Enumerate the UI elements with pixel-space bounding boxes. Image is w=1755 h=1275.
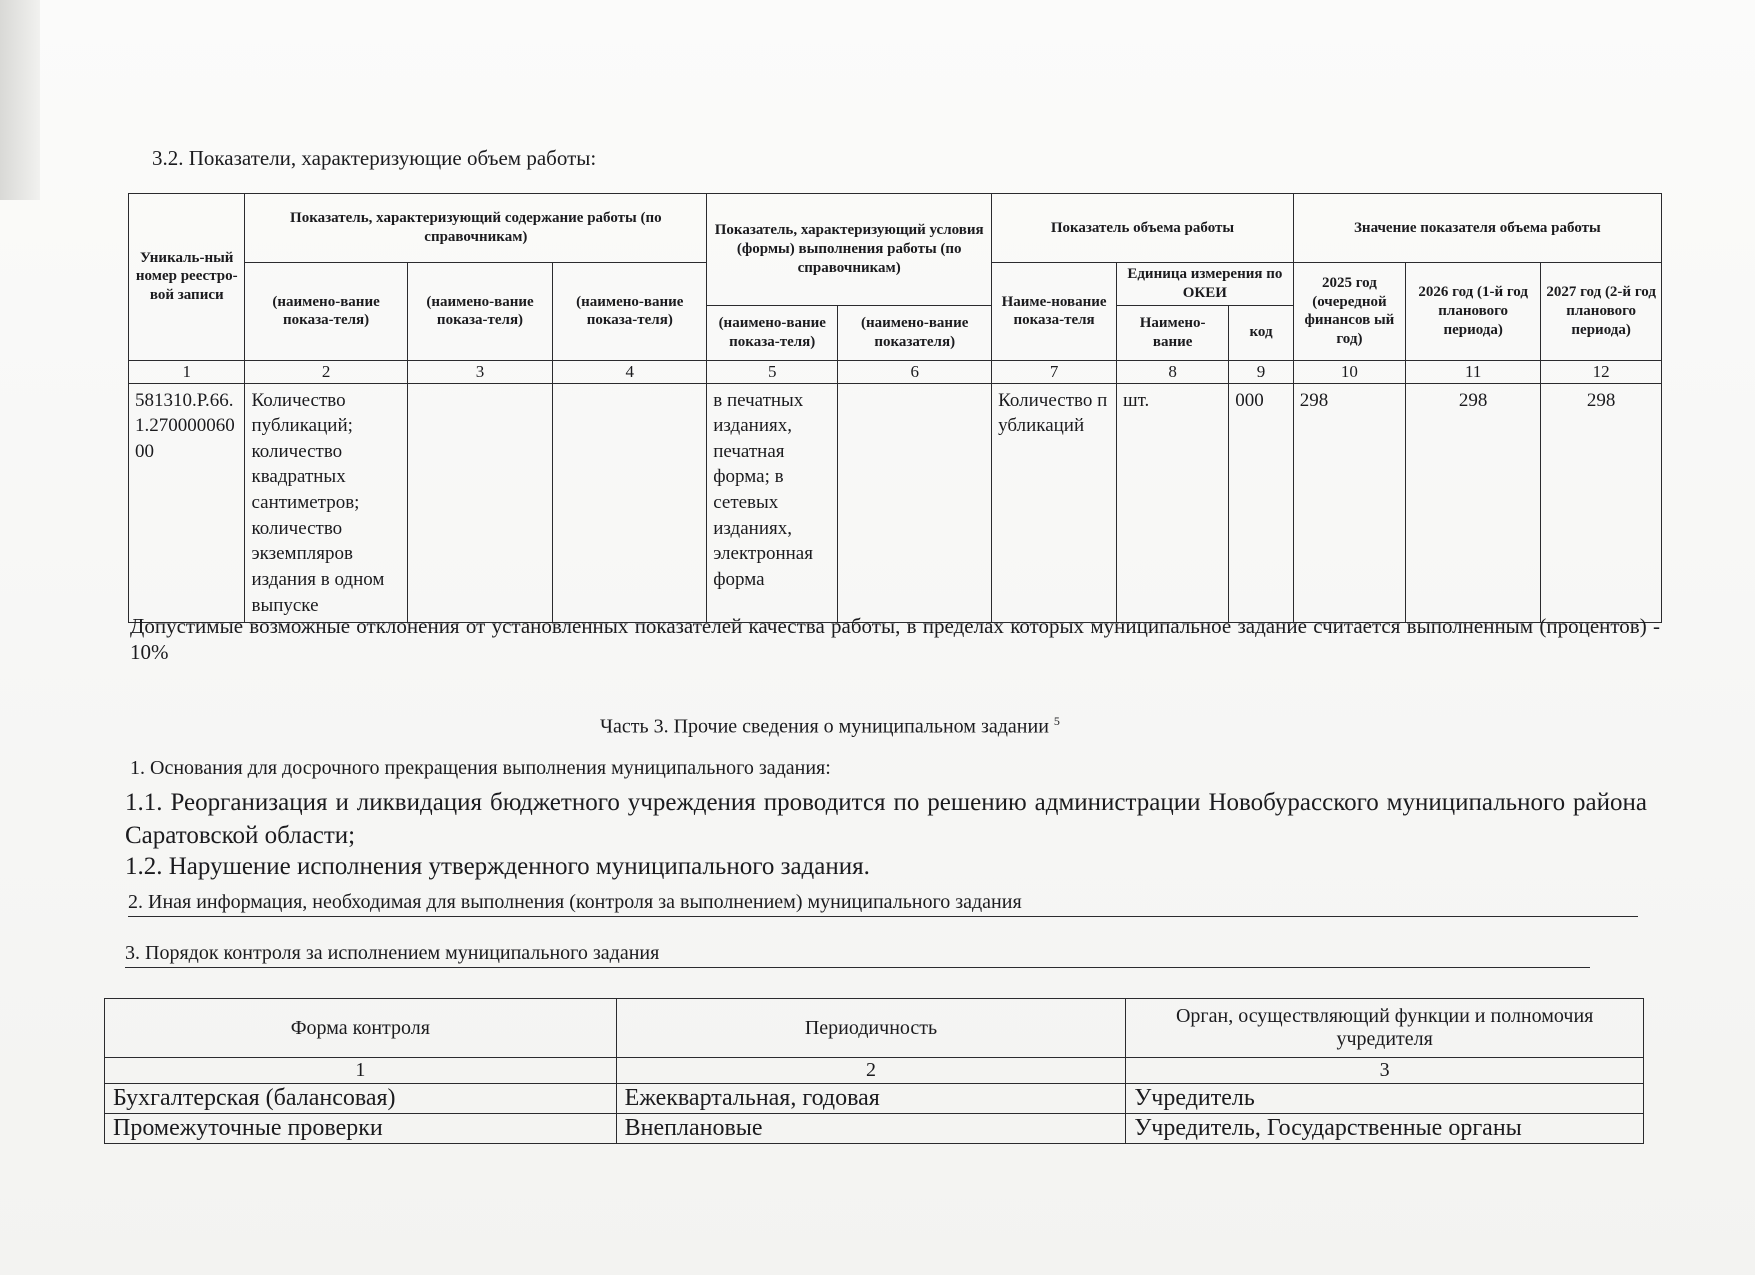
column-number: 2 xyxy=(616,1058,1126,1084)
control-form-cell: Промежуточные проверки xyxy=(105,1114,617,1144)
control-table xyxy=(104,998,1644,1144)
header-periodicity: Периодичность xyxy=(616,999,1126,1058)
unit-code-cell: 000 xyxy=(1229,383,1293,623)
column-number: 10 xyxy=(1293,360,1405,383)
volume-name-cell: Количество публикаций xyxy=(992,383,1117,623)
value-2025-cell: 298 xyxy=(1293,383,1405,623)
ground-1-2: 1.2. Нарушение исполнения утвержденного муниципального задания. xyxy=(125,853,870,880)
column-numbers-row xyxy=(129,360,1662,383)
header-volume-indicator: Показатель объема работы xyxy=(992,194,1294,263)
column-number: 7 xyxy=(992,360,1117,383)
header-conditions-indicator: Показатель, характеризующий условия (формы) выполнения работы (по справочникам) xyxy=(707,194,992,306)
column-number: 3 xyxy=(1126,1058,1644,1084)
part3-footnote: 5 xyxy=(1053,714,1060,728)
header-unit: Единица измерения по ОКЕИ xyxy=(1116,263,1293,306)
header-unique-number: Уникаль-ный номер реестро-вой записи xyxy=(129,194,245,361)
part3-title-text: Часть 3. Прочие сведения о муниципальном задании xyxy=(600,715,1049,738)
header-volume-name: Наиме-нование показа-теля xyxy=(992,263,1117,361)
conditions-cell: в печатных изданиях, печатная форма; в сетевых изданиях, электронная форма xyxy=(707,383,838,623)
header-form-of-control: Форма контроля xyxy=(105,999,617,1058)
work-volume-table xyxy=(128,193,1662,623)
header-indicator-name-d: (наимено-вание показа-теля) xyxy=(707,305,838,360)
part3-title xyxy=(600,714,1060,739)
table-row xyxy=(105,1084,1644,1114)
column-number: 6 xyxy=(838,360,992,383)
periodicity-cell: Внеплановые xyxy=(616,1114,1126,1144)
control-form-cell: Бухгалтерская (балансовая) xyxy=(105,1084,617,1114)
empty-cell xyxy=(838,383,992,623)
header-year-2027: 2027 год (2-й год планового периода) xyxy=(1541,263,1662,361)
header-indicator-name-c: (наимено-вание показа-теля) xyxy=(553,263,707,361)
header-indicator-name-e: (наимено-вание показателя) xyxy=(838,305,992,360)
registry-number-cell: 581310.Р.66.1.27000006000 xyxy=(129,383,245,623)
paper-fold-shadow xyxy=(0,0,40,200)
column-number: 1 xyxy=(105,1058,617,1084)
section-heading: 3.2. Показатели, характеризующие объем работы: xyxy=(152,146,597,170)
column-number: 5 xyxy=(707,360,838,383)
ground-1-1: 1.1. Реорганизация и ликвидация бюджетного учреждения проводится по решению администрации Новобурасского муниципального района Саратовской области; xyxy=(125,789,1647,849)
header-year-2025: 2025 год (очередной финансов ый год) xyxy=(1293,263,1405,361)
other-info: 2. Иная информация, необходимая для выполнения (контроля за выполнением) муниципального задания xyxy=(128,891,1638,917)
control-title: 3. Порядок контроля за исполнением муниципального задания xyxy=(125,942,1590,968)
table-row xyxy=(129,383,1662,623)
deviation-text: Допустимые возможные отклонения от установленных показателей качества работы, в пределах которых муниципальное задание считается выполненным (процентов) - 10% xyxy=(130,614,1660,664)
header-indicator-name-b: (наимено-вание показа-теля) xyxy=(407,263,553,361)
column-number: 8 xyxy=(1116,360,1228,383)
value-2027-cell: 298 xyxy=(1541,383,1662,623)
column-number: 2 xyxy=(245,360,407,383)
header-year-2026: 2026 год (1-й год планового периода) xyxy=(1406,263,1541,361)
column-number: 3 xyxy=(407,360,553,383)
empty-cell xyxy=(407,383,553,623)
header-volume-value: Значение показателя объема работы xyxy=(1293,194,1661,263)
column-number: 9 xyxy=(1229,360,1293,383)
grounds-title: 1. Основания для досрочного прекращения выполнения муниципального задания: xyxy=(130,757,831,779)
content-indicator-cell: Количество публикаций; количество квадратных сантиметров; количество экземпляров издания в одном выпуске xyxy=(245,383,407,623)
column-numbers-row xyxy=(105,1058,1644,1084)
unit-name-cell: шт. xyxy=(1116,383,1228,623)
column-number: 1 xyxy=(129,360,245,383)
founder-body-cell: Учредитель xyxy=(1126,1084,1644,1114)
column-number: 12 xyxy=(1541,360,1662,383)
control-header-row xyxy=(105,999,1644,1058)
column-number: 11 xyxy=(1406,360,1541,383)
header-unit-name: Наимено-вание xyxy=(1116,305,1228,360)
founder-body-cell: Учредитель, Государственные органы xyxy=(1126,1114,1644,1144)
value-2026-cell: 298 xyxy=(1406,383,1541,623)
header-unit-code: код xyxy=(1229,305,1293,360)
header-content-indicator: Показатель, характеризующий содержание работы (по справочникам) xyxy=(245,194,707,263)
empty-cell xyxy=(553,383,707,623)
table-row xyxy=(105,1114,1644,1144)
column-number: 4 xyxy=(553,360,707,383)
periodicity-cell: Ежеквартальная, годовая xyxy=(616,1084,1126,1114)
header-founder-body: Орган, осуществляющий функции и полномочия учредителя xyxy=(1126,999,1644,1058)
header-indicator-name-a: (наимено-вание показа-теля) xyxy=(245,263,407,361)
